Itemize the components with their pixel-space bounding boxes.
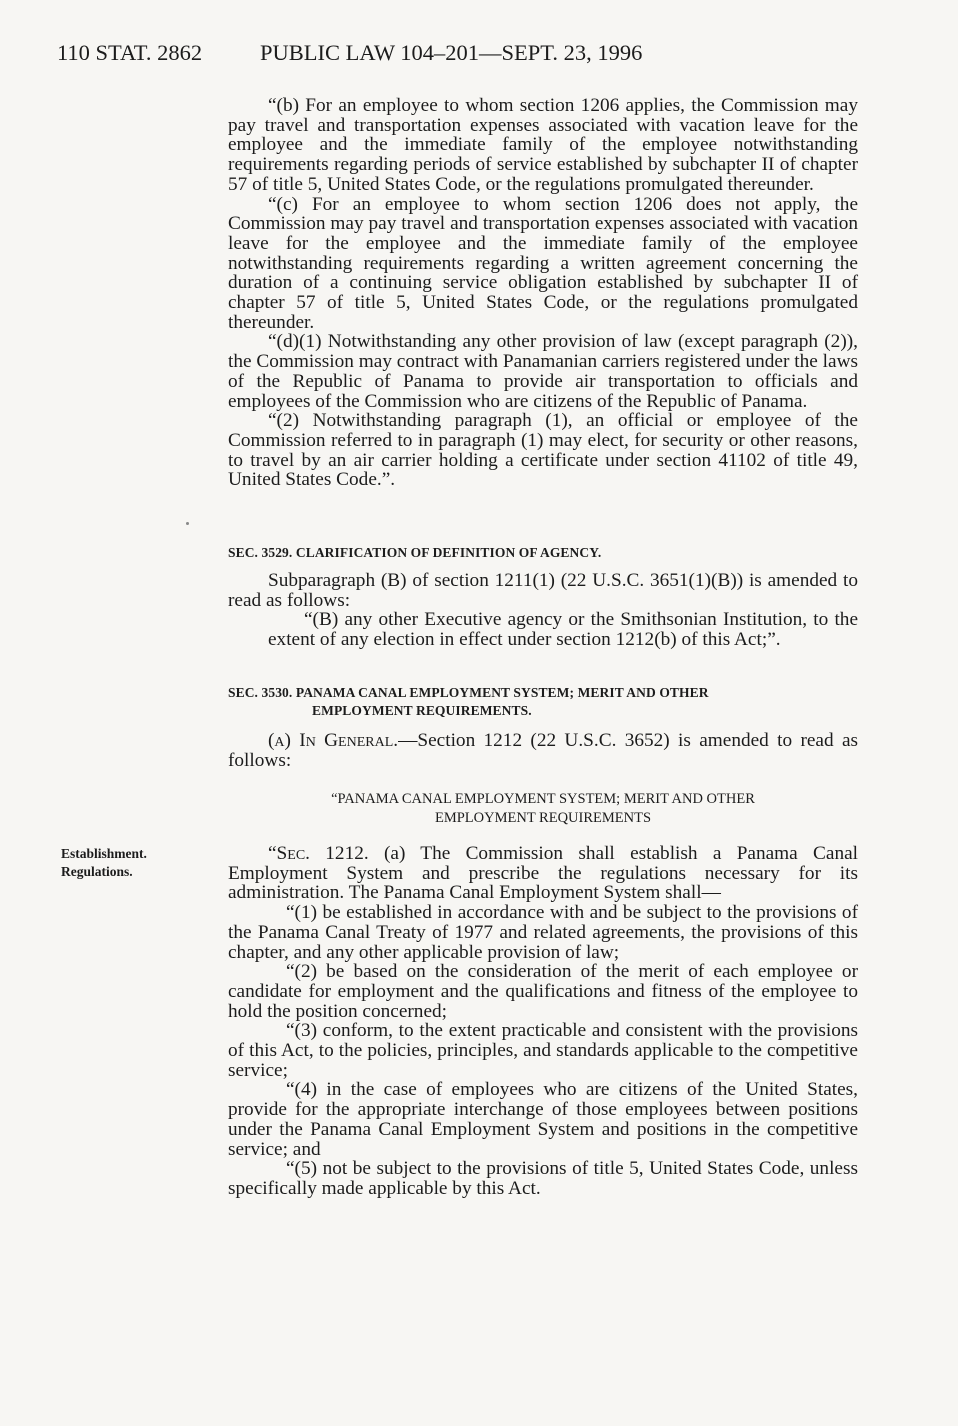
section-3530-heading-line1: SEC. 3530. PANAMA CANAL EMPLOYMENT SYSTEM; MERIT AND OTHER	[228, 685, 709, 700]
margin-dot	[186, 522, 189, 525]
section-3530-a	[228, 731, 858, 770]
sec-1212-item-2: “(2) be based on the consideration of the merit of each employee or candidate for employment and the qualifications and fitness of the employee to hold the position concerned;	[228, 961, 858, 1022]
sec-1212-intro-text: (a) The Commission shall establish a Panama Canal Employment System and prescribe the regulations necessary for its administration. The Panama Canal Employment System shall—	[228, 843, 858, 904]
section-3529-body-block	[228, 571, 858, 650]
sec-1212-item-1: “(1) be established in accordance with and be subject to the provisions of the Panama Canal Treaty of 1977 and related agreements, the provisions of this chapter, and any other applicable provision of law;	[228, 902, 858, 963]
in-general-text: —Section 1212 (22 U.S.C. 3652) is amended to read as follows:	[228, 730, 858, 771]
sec-1212-label: “Sec. 1212.	[268, 843, 369, 864]
sec-1212-item-4: “(4) in the case of employees who are citizens of the United States, provide for the appropriate interchange of those employees between positions under the Panama Canal Employment System and positions in the competitive service; and	[228, 1079, 858, 1160]
section-3529-quote: “(B) any other Executive agency or the Smithsonian Institution, to the extent of any election in effect under section 1212(b) of this Act;”.	[268, 609, 858, 651]
paragraphs-block	[228, 96, 858, 490]
public-law-citation: PUBLIC LAW 104–201—SEPT. 23, 1996	[260, 40, 643, 65]
paragraph-c: “(c) For an employee to whom section 1206 does not apply, the Commission may pay travel and transportation expenses associated with vacation leave for the employee and the immediate family of the employee notwithstanding requirements regarding a written agreement concerning the duration of a continuing service obligation established by subchapter II of chapter 57 of title 5, United States Code, or the regulations promulgated thereunder.	[228, 193, 858, 333]
paragraph-b: “(b) For an employee to whom section 1206 applies, the Commission may pay travel and transportation expenses associated with vacation leave for the employee and the immediate family of the employee notwithstanding requirements regarding periods of service established by subchapter II of chapter 57 of title 5, United States Code, or the regulations promulgated thereunder.	[228, 95, 858, 195]
margin-note-regulations: Regulations.	[61, 864, 133, 879]
paragraph-d2: “(2) Notwithstanding paragraph (1), an official or employee of the Commission referred to in paragraph (1) may elect, for security or other reasons, to travel by an air carrier holding a certificate under section 41102 of title 49, United States Code.”.	[228, 410, 858, 491]
statute-page-number: 110 STAT. 2862	[57, 40, 203, 65]
section-3530-heading-line2: EMPLOYMENT REQUIREMENTS.	[312, 703, 532, 718]
section-3529	[228, 544, 858, 562]
sec-1212-intro	[228, 844, 858, 903]
sec-1212-item-5: “(5) not be subject to the provisions of title 5, United States Code, unless specifically made applicable by this Act.	[228, 1158, 858, 1199]
section-3530-heading	[228, 684, 858, 720]
section-3529-heading: SEC. 3529. CLARIFICATION OF DEFINITION OF AGENCY.	[228, 545, 602, 560]
margin-notes	[61, 845, 147, 881]
section-3530-a-block	[228, 731, 858, 770]
paragraph-d1: “(d)(1) Notwithstanding any other provision of law (except paragraph (2)), the Commission may contract with Panamanian carriers registered under the laws of the Republic of Panama to provide air transportation to officials and employees of the Commission who are citizens of the Republic of Panama.	[228, 331, 858, 412]
in-general-label: (a) In General.	[268, 730, 399, 751]
sec-1212-body-block	[228, 844, 858, 1199]
sec-1212-title-block	[228, 790, 858, 828]
sec-1212-item-3: “(3) conform, to the extent practicable and consistent with the provisions of this Act, to the policies, principles, and standards applicable to the competitive service;	[228, 1020, 858, 1081]
margin-note-establishment: Establishment.	[61, 846, 147, 861]
section-3529-body: Subparagraph (B) of section 1211(1) (22 U.S.C. 3651(1)(B)) is amended to read as follows:	[228, 570, 858, 611]
sec-1212-title-line1: “PANAMA CANAL EMPLOYMENT SYSTEM; MERIT AND OTHER	[331, 791, 755, 807]
sec-1212-title-line2: EMPLOYMENT REQUIREMENTS	[434, 810, 652, 826]
